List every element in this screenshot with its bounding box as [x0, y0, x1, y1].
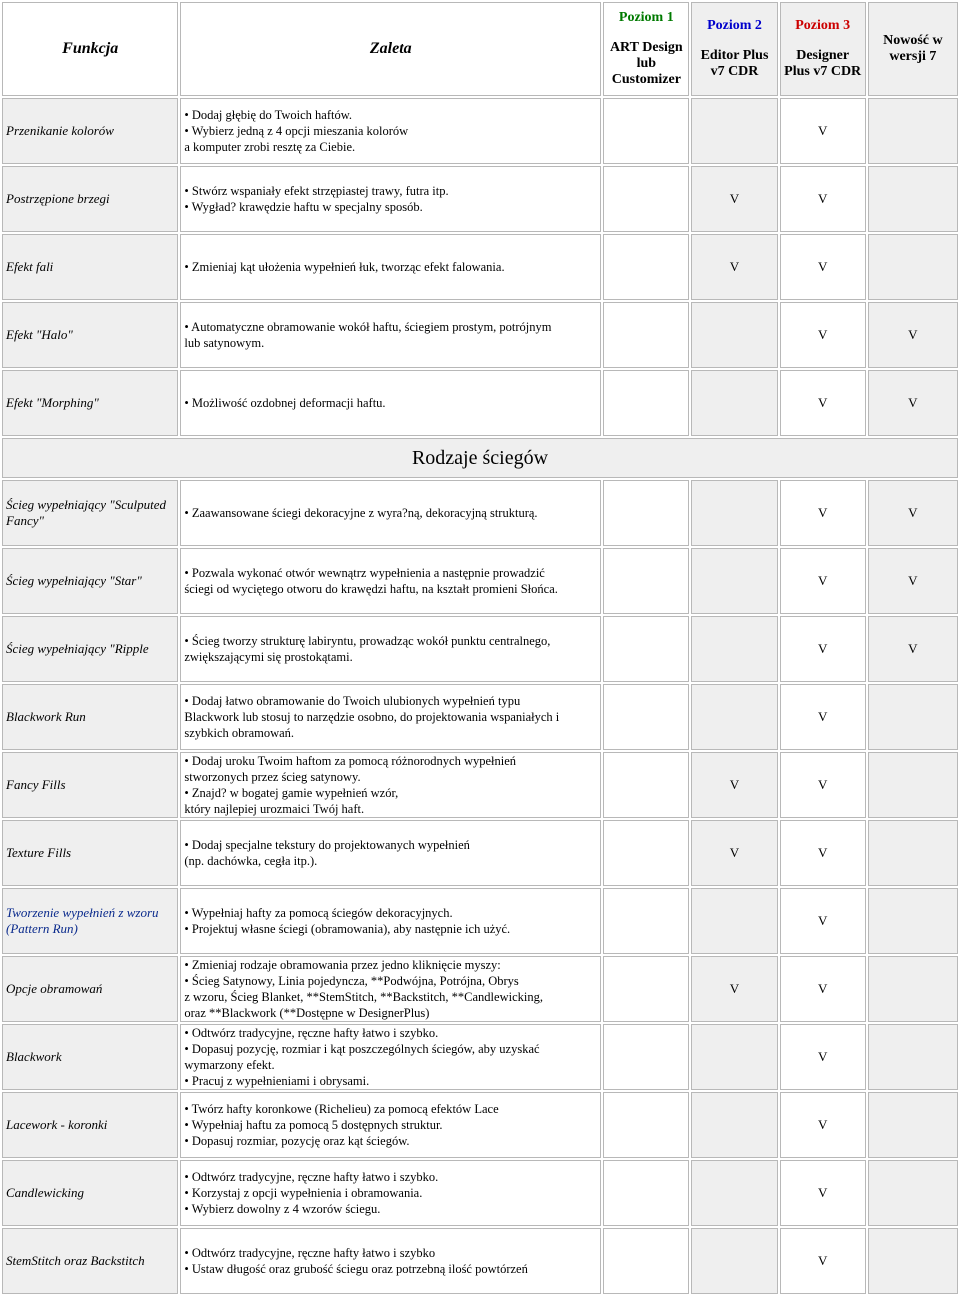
level3-check: V — [780, 370, 866, 436]
level3-check: V — [780, 98, 866, 164]
new-check: V — [868, 616, 958, 682]
header-funkcja: Funkcja — [2, 2, 178, 96]
advantage-line: • Wybierz dowolny z 4 wzorów ściegu. — [184, 1202, 381, 1216]
level3-check: V — [780, 752, 866, 818]
function-name: Opcje obramowań — [2, 956, 178, 1022]
level2-check: V — [691, 166, 777, 232]
new-check: V — [868, 480, 958, 546]
level2-check — [691, 1024, 777, 1090]
new-check — [868, 234, 958, 300]
advantage-line: • Odtwórz tradycyjne, ręczne hafty łatwo i szybko. — [184, 1170, 439, 1184]
function-name: Fancy Fills — [2, 752, 178, 818]
level3-check: V — [780, 616, 866, 682]
new-check — [868, 1092, 958, 1158]
new-check — [868, 98, 958, 164]
table-row — [2, 370, 958, 436]
advantage-text — [180, 1024, 601, 1090]
level2-check — [691, 370, 777, 436]
advantage-text — [180, 616, 601, 682]
advantage-line: • Automatyczne obramowanie wokół haftu, ściegiem prostym, potrójnym — [184, 320, 552, 334]
advantage-line: (np. dachówka, cegła itp.). — [184, 854, 318, 868]
table-row — [2, 1160, 958, 1226]
level1-check — [603, 888, 689, 954]
level2-check — [691, 616, 777, 682]
new-check — [868, 820, 958, 886]
level2-check: V — [691, 752, 777, 818]
advantage-text — [180, 1160, 601, 1226]
level2-check — [691, 98, 777, 164]
level1-name: Poziom 1 — [618, 10, 674, 25]
advantage-line: • Ścieg Satynowy, Linia pojedyncza, **Podwójna, Potrójna, Obrys — [184, 974, 519, 988]
header-zaleta: Zaleta — [180, 2, 601, 96]
advantage-text — [180, 166, 601, 232]
advantage-text — [180, 1092, 601, 1158]
advantage-text — [180, 684, 601, 750]
function-name: Postrzępione brzegi — [2, 166, 178, 232]
new-check — [868, 1024, 958, 1090]
advantage-line: • Zaawansowane ściegi dekoracyjne z wyra?ną, dekoracyjną strukturą. — [184, 506, 538, 520]
advantage-line: lub satynowym. — [184, 336, 265, 350]
advantage-line: • Ustaw długość oraz grubość ściegu oraz potrzebną ilość powtórzeń — [184, 1262, 528, 1276]
level3-check: V — [780, 1024, 866, 1090]
new-check — [868, 1228, 958, 1294]
advantage-line: • Korzystaj z opcji wypełnienia i obramowania. — [184, 1186, 423, 1200]
new-check — [868, 166, 958, 232]
level2-check — [691, 1092, 777, 1158]
function-name: Ścieg wypełniający "Star" — [2, 548, 178, 614]
level3-check: V — [780, 888, 866, 954]
table-body — [2, 98, 958, 1294]
level1-check — [603, 166, 689, 232]
function-name: Ścieg wypełniający "Sculputed Fancy" — [2, 480, 178, 546]
level3-product: Designer Plus v7 CDR — [784, 48, 862, 79]
advantage-line: a komputer zrobi resztę za Ciebie. — [184, 140, 356, 154]
advantage-line: • Wybierz jedną z 4 opcji mieszania kolorów — [184, 124, 409, 138]
table-row — [2, 1092, 958, 1158]
advantage-line: szybkich obramowań. — [184, 726, 295, 740]
function-name: Tworzenie wypełnień z wzoru (Pattern Run) — [2, 888, 178, 954]
level3-check: V — [780, 302, 866, 368]
table-row — [2, 616, 958, 682]
level1-check — [603, 684, 689, 750]
advantage-line: • Dodaj uroku Twoim haftom za pomocą różnorodnych wypełnień — [184, 754, 517, 768]
level2-check — [691, 302, 777, 368]
level1-check — [603, 1160, 689, 1226]
advantage-text — [180, 752, 601, 818]
new-check — [868, 752, 958, 818]
level2-check — [691, 1160, 777, 1226]
table-row — [2, 956, 958, 1022]
level1-check — [603, 1228, 689, 1294]
header-level3 — [780, 2, 866, 96]
level1-product: ART Design lub Customizer — [609, 40, 683, 87]
function-name: Blackwork Run — [2, 684, 178, 750]
level3-check: V — [780, 1160, 866, 1226]
advantage-line: • Dodaj specjalne tekstury do projektowanych wypełnień — [184, 838, 470, 852]
level2-check: V — [691, 234, 777, 300]
table-row — [2, 166, 958, 232]
level2-check — [691, 548, 777, 614]
level1-check — [603, 752, 689, 818]
table-row — [2, 752, 958, 818]
advantage-line: • Dodaj łatwo obramowanie do Twoich ulubionych wypełnień typu — [184, 694, 521, 708]
function-name: Efekt "Halo" — [2, 302, 178, 368]
function-name: Lacework - koronki — [2, 1092, 178, 1158]
function-name: Candlewicking — [2, 1160, 178, 1226]
level3-check: V — [780, 480, 866, 546]
advantage-line: • Wygład? krawędzie haftu w specjalny sposób. — [184, 200, 423, 214]
section-row — [2, 438, 958, 478]
level2-check: V — [691, 820, 777, 886]
advantage-line: • Dodaj głębię do Twoich haftów. — [184, 108, 353, 122]
advantage-line: który najlepiej urozmaici Twój haft. — [184, 802, 365, 816]
advantage-line: • Twórz hafty koronkowe (Richelieu) za pomocą efektów Lace — [184, 1102, 499, 1116]
advantage-line: • Możliwość ozdobnej deformacji haftu. — [184, 396, 386, 410]
advantage-line: • Znajd? w bogatej gamie wypełnień wzór, — [184, 786, 399, 800]
level3-check: V — [780, 956, 866, 1022]
advantage-text — [180, 888, 601, 954]
new-check — [868, 956, 958, 1022]
level3-check: V — [780, 234, 866, 300]
level1-check — [603, 616, 689, 682]
level3-check: V — [780, 1092, 866, 1158]
header-level2 — [691, 2, 777, 96]
level2-name: Poziom 2 — [707, 18, 762, 33]
table-row — [2, 684, 958, 750]
advantage-line: • Pozwala wykonać otwór wewnątrz wypełnienia a następnie prowadzić — [184, 566, 545, 580]
advantage-line: oraz **Blackwork (**Dostępne w DesignerPlus) — [184, 1006, 430, 1020]
new-check — [868, 888, 958, 954]
advantage-text — [180, 98, 601, 164]
function-name: StemStitch oraz Backstitch — [2, 1228, 178, 1294]
level2-product: Editor Plus v7 CDR — [700, 48, 769, 79]
function-name: Blackwork — [2, 1024, 178, 1090]
advantage-text — [180, 548, 601, 614]
advantage-text — [180, 1228, 601, 1294]
level1-check — [603, 1024, 689, 1090]
function-name: Efekt "Morphing" — [2, 370, 178, 436]
table-row — [2, 480, 958, 546]
level2-check — [691, 684, 777, 750]
level1-check — [603, 820, 689, 886]
advantage-line: • Wypełniaj haftu za pomocą 5 dostępnych struktur. — [184, 1118, 443, 1132]
advantage-text — [180, 302, 601, 368]
new-check: V — [868, 548, 958, 614]
level3-check: V — [780, 684, 866, 750]
table-row — [2, 820, 958, 886]
advantage-line: • Dopasuj pozycję, rozmiar i kąt poszczególnych ściegów, aby uzyskać — [184, 1042, 540, 1056]
advantage-text — [180, 480, 601, 546]
table-row — [2, 302, 958, 368]
header-new-in-v7: Nowość w wersji 7 — [868, 2, 958, 96]
new-check — [868, 1160, 958, 1226]
advantage-line: • Stwórz wspaniały efekt strzępiastej trawy, futra itp. — [184, 184, 449, 198]
advantage-line: • Zmieniaj rodzaje obramowania przez jedno kliknięcie myszy: — [184, 958, 501, 972]
function-name: Ścieg wypełniający "Ripple — [2, 616, 178, 682]
advantage-text — [180, 956, 601, 1022]
level2-check: V — [691, 956, 777, 1022]
advantage-line: wymarzony efekt. — [184, 1058, 275, 1072]
table-row — [2, 888, 958, 954]
section-title: Rodzaje ściegów — [2, 438, 958, 478]
level1-check — [603, 370, 689, 436]
level2-check — [691, 1228, 777, 1294]
level1-check — [603, 1092, 689, 1158]
advantage-line: • Odtwórz tradycyjne, ręczne hafty łatwo i szybko. — [184, 1026, 439, 1040]
advantage-line: • Wypełniaj hafty za pomocą ściegów dekoracyjnych. — [184, 906, 453, 920]
advantage-line: zwiększającymi się prostokątami. — [184, 650, 353, 664]
advantage-line: • Ścieg tworzy strukturę labiryntu, prowadząc wokół punktu centralnego, — [184, 634, 551, 648]
level2-check — [691, 888, 777, 954]
advantage-line: z wzoru, Ścieg Blanket, **StemStitch, **Backstitch, **Candlewicking, — [184, 990, 543, 1004]
table-row — [2, 98, 958, 164]
advantage-line: stworzonych przez ścieg satynowy. — [184, 770, 361, 784]
advantage-line: • Odtwórz tradycyjne, ręczne hafty łatwo i szybko — [184, 1246, 436, 1260]
advantage-line: • Zmieniaj kąt ułożenia wypełnień łuk, tworząc efekt falowania. — [184, 260, 505, 274]
level1-check — [603, 302, 689, 368]
level3-check: V — [780, 166, 866, 232]
level3-check: V — [780, 548, 866, 614]
advantage-line: Blackwork lub stosuj to narzędzie osobno, do projektowania wspaniałych i — [184, 710, 560, 724]
level3-check: V — [780, 1228, 866, 1294]
table-row — [2, 234, 958, 300]
advantage-line: ściegi od wyciętego otworu do krawędzi haftu, na kształt promieni Słońca. — [184, 582, 558, 596]
new-check — [868, 684, 958, 750]
advantage-line: • Projektuj własne ściegi (obramowania), aby następnie ich użyć. — [184, 922, 511, 936]
level1-check — [603, 234, 689, 300]
new-check: V — [868, 370, 958, 436]
advantage-text — [180, 370, 601, 436]
table-row — [2, 1228, 958, 1294]
function-name: Texture Fills — [2, 820, 178, 886]
header-level1 — [603, 2, 689, 96]
advantage-line: • Pracuj z wypełnieniami i obrysami. — [184, 1074, 370, 1088]
table-row — [2, 548, 958, 614]
function-name: Przenikanie kolorów — [2, 98, 178, 164]
level1-check — [603, 480, 689, 546]
level1-check — [603, 956, 689, 1022]
level1-check — [603, 548, 689, 614]
advantage-text — [180, 820, 601, 886]
advantage-line: • Dopasuj rozmiar, pozycję oraz kąt ściegów. — [184, 1134, 410, 1148]
level3-check: V — [780, 820, 866, 886]
advantage-text — [180, 234, 601, 300]
level2-check — [691, 480, 777, 546]
level3-name: Poziom 3 — [795, 18, 851, 33]
level1-check — [603, 98, 689, 164]
new-check: V — [868, 302, 958, 368]
function-name: Efekt fali — [2, 234, 178, 300]
table-row — [2, 1024, 958, 1090]
